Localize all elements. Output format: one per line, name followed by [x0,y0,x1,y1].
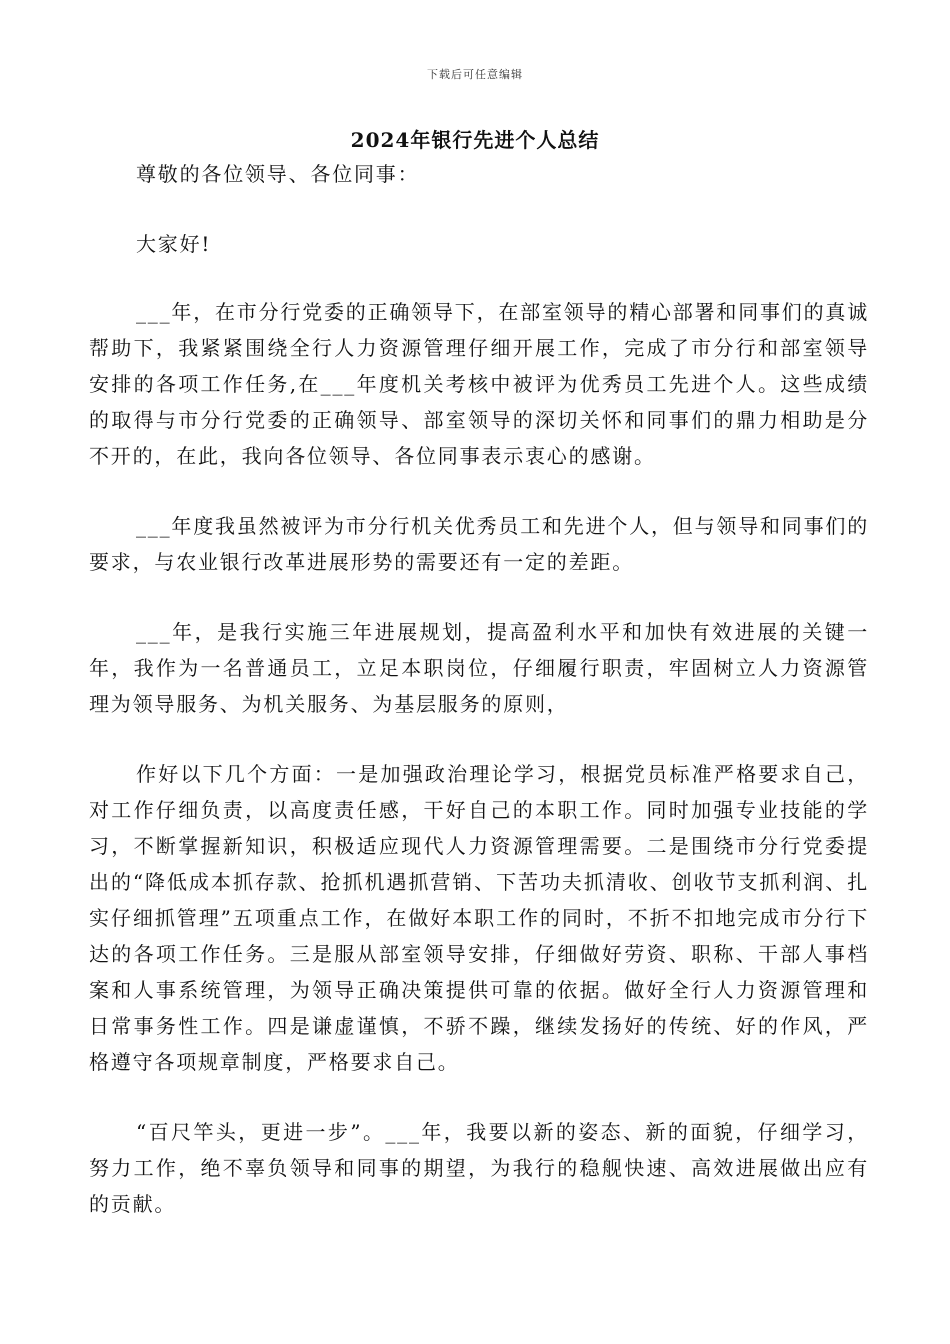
paragraph: ___年度我虽然被评为市分行机关优秀员工和先进个人，但与领导和同事们的要求，与农业银行改革进展形势的需要还有一定的差距。 [89,514,869,574]
greeting: 大家好! [136,232,212,256]
paragraph: 作好以下几个方面：一是加强政治理论学习，根据党员标准严格要求自己，对工作仔细负责，以高度责任感，干好自己的本职工作。同时加强专业技能的学习，不断掌握新知识，积极适应现代人力资源管理需要。二是围绕市分行党委提出的“降低成本抓存款、抢抓机遇抓营销、下苦功夫抓清收、创收节支抓利润、扎实仔细抓管理”五项重点工作，在做好本职工作的同时，不折不扣地完成市分行下达的各项工作任务。三是服从部室领导安排，仔细做好劳资、职称、干部人事档案和人事系统管理，为领导正确决策提供可靠的依据。做好全行人力资源管理和日常事务性工作。四是谦虚谨慎，不骄不躁，继续发扬好的传统、好的作风，严格遵守各项规章制度，严格要求自己。 [89,762,869,1074]
document-body [89,152,869,1222]
paragraph: ___年，在市分行党委的正确领导下，在部室领导的精心部署和同事们的真诚帮助下，我紧紧围绕全行人力资源管理仔细开展工作，完成了市分行和部室领导安排的各项工作任务,在___年度机关考核中被评为优秀员工先进个人。这些成绩的取得与市分行党委的正确领导、部室领导的深切关怀和同事们的鼎力相助是分不开的，在此，我向各位领导、各位同事表示衷心的感谢。 [89,300,869,468]
paragraph: ___年，是我行实施三年进展规划，提高盈利水平和加快有效进展的关键一年，我作为一名普通员工，立足本职岗位，仔细履行职责，牢固树立人力资源管理为领导服务、为机关服务、为基层服务的原则， [89,620,869,716]
salutation: 尊敬的各位领导、各位同事： [136,162,420,186]
document-title: 2024年银行先进个人总结 [350,128,600,152]
paragraph: “百尺竿头，更进一步”。___年，我要以新的姿态、新的面貌，仔细学习，努力工作，绝不辜负领导和同事的期望，为我行的稳舰快速、高效进展做出应有的贡献。 [89,1120,869,1216]
header-note: 下载后可任意编辑 [427,68,523,81]
